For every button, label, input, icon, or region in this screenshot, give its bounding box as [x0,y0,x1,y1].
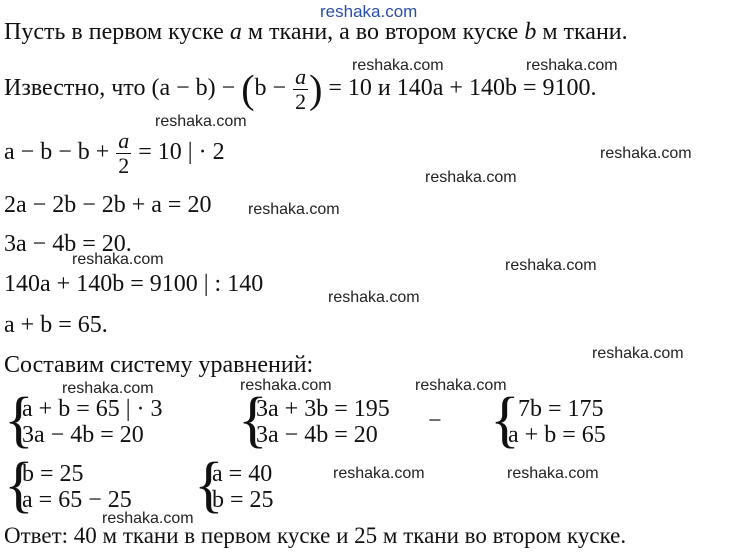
watermark: reshaka.com [62,380,154,397]
brace: { [4,451,34,519]
watermark: reshaka.com [72,251,164,268]
watermark: reshaka.com [415,377,507,394]
watermark-top: reshaka.com [320,2,418,21]
equation-system-4 [4,451,174,520]
line-2-part-c: = 10 и 140a + 140b = 9100. [322,75,597,102]
answer-line: Ответ: 40 м ткани в первом куске и 25 м ткани во втором куске. [4,523,627,548]
watermark: reshaka.com [425,169,517,186]
line-1-part-c: м ткани. [536,19,628,45]
fraction-denominator: 2 [295,89,307,114]
watermark: reshaka.com [155,113,247,130]
system-row: b = 25 [212,487,274,513]
watermark: reshaka.com [333,465,425,482]
line-3-part-a: a − b − b + [4,139,116,166]
system-row: 3a + 3b = 195 [256,396,390,422]
brace: { [194,451,224,519]
system-row: b = 25 [22,461,84,487]
watermark: reshaka.com [328,289,420,306]
watermark: reshaka.com [248,201,340,218]
watermark: reshaka.com [352,57,444,74]
equation-system-2 [238,386,428,455]
brace: { [490,386,520,454]
brace: { [238,386,268,454]
watermark: reshaka.com [505,257,597,274]
system-row: a = 40 [212,461,273,487]
watermark: reshaka.com [600,145,692,162]
system-row: a + b = 65 [508,422,606,448]
line-2-part-b: b − [254,75,293,102]
fraction-a-over-2 [116,130,131,177]
fraction-numerator: a [295,64,307,89]
equation-system-5 [194,451,314,520]
watermark: reshaka.com [592,345,684,362]
watermark: reshaka.com [526,57,618,74]
text-line-6: 140a + 140b = 9100 | : 140 [4,271,264,297]
line-1-part-b: м ткани, а во втором куске [241,19,525,45]
text-line-5: 3a − 4b = 20. [4,231,132,257]
line-3-part-b: = 10 | · 2 [132,139,225,166]
text-line-2 [4,66,597,113]
watermark: reshaka.com [240,377,332,394]
fraction-numerator: a [118,128,130,153]
system-row: 3a − 4b = 20 [256,422,378,448]
text-line-3 [4,130,225,177]
fraction-a-over-2 [293,66,308,113]
brace: { [4,386,34,454]
line-2-part-a: Известно, что (a − b) − [4,75,242,102]
var-b: b [524,19,537,45]
line-1-part-a: Пусть в первом куске [4,19,230,45]
fraction-denominator: 2 [118,153,130,178]
text-line-8: Составим систему уравнений: [4,352,314,378]
var-a: a [229,19,242,45]
paren-close: ) [309,66,323,112]
system-row: a + b = 65 | · 3 [22,396,163,422]
minus-sign: − [428,408,442,434]
system-row: a = 65 − 25 [22,487,132,513]
watermark: reshaka.com [507,465,599,482]
equation-system-3 [490,386,640,455]
system-row: 3a − 4b = 20 [22,422,144,448]
text-line-4: 2a − 2b − 2b + a = 20 [4,192,212,218]
text-line-1 [4,20,628,44]
watermark: reshaka.com [102,510,194,527]
system-row: 7b = 175 [518,396,604,422]
text-line-7: a + b = 65. [4,312,108,338]
paren-open: ( [241,66,255,112]
